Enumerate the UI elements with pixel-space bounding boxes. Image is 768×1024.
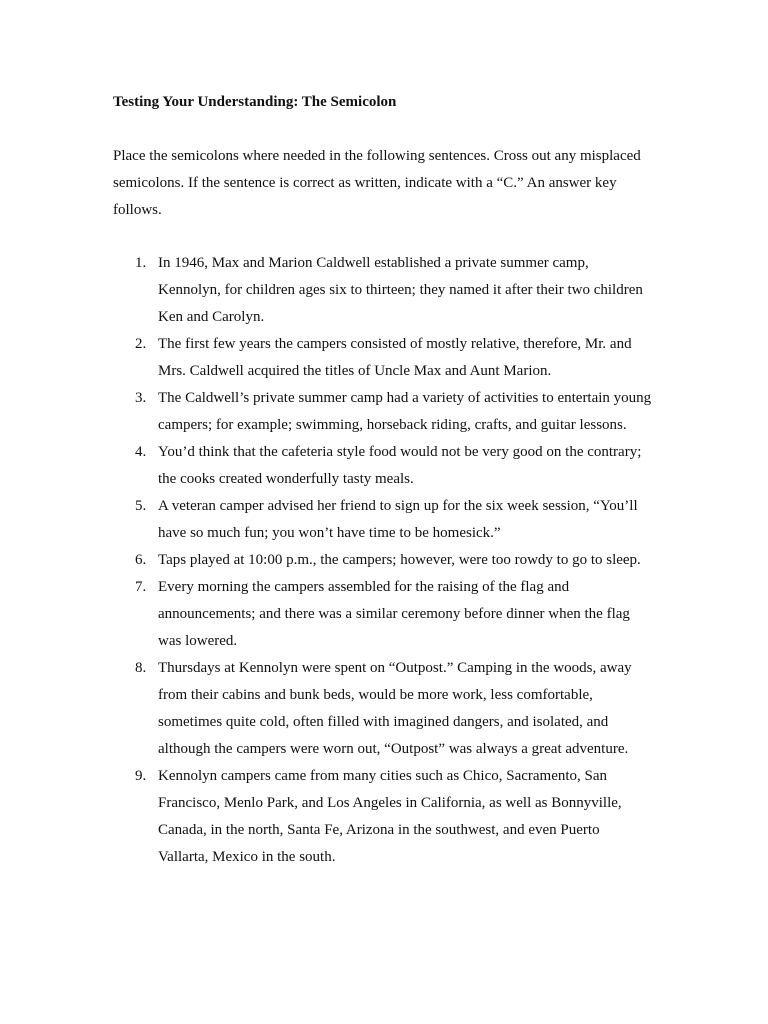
question-item-3 [0, 385, 768, 439]
question-line: was lowered. [158, 633, 238, 649]
question-line: Taps played at 10:00 p.m., the campers; however, were too rowdy to go to sleep. [158, 552, 641, 568]
question-list [0, 250, 768, 871]
question-text [158, 547, 658, 574]
question-item-8 [0, 655, 768, 763]
question-line: although the campers were worn out, “Outpost” was always a great adventure. [158, 741, 629, 757]
question-number: 5. [135, 498, 147, 514]
instructions-paragraph [113, 143, 658, 224]
question-line: the cooks created wonderfully tasty meals. [158, 471, 414, 487]
question-line: The Caldwell’s private summer camp had a variety of activities to entertain young [158, 390, 652, 406]
question-text [158, 385, 658, 439]
question-line: announcements; and there was a similar ceremony before dinner when the flag [158, 606, 630, 622]
instructions-line: Place the semicolons where needed in the following sentences. Cross out any misplaced [113, 148, 641, 164]
question-line: A veteran camper advised her friend to sign up for the six week session, “You’ll [158, 498, 638, 514]
question-line: campers; for example; swimming, horseback riding, crafts, and guitar lessons. [158, 417, 627, 433]
question-line: Vallarta, Mexico in the south. [158, 849, 336, 865]
page-title: Testing Your Understanding: The Semicolon [113, 94, 397, 110]
question-item-4 [0, 439, 768, 493]
question-item-9 [0, 763, 768, 871]
question-number: 8. [135, 660, 147, 676]
question-number: 4. [135, 444, 147, 460]
question-text [158, 493, 658, 547]
question-line: Kennolyn campers came from many cities such as Chico, Sacramento, San [158, 768, 608, 784]
question-item-5 [0, 493, 768, 547]
question-line: from their cabins and bunk beds, would be more work, less comfortable, [158, 687, 593, 703]
question-number: 7. [135, 579, 147, 595]
question-line: You’d think that the cafeteria style food would not be very good on the contrary; [158, 444, 642, 460]
question-line: The first few years the campers consisted of mostly relative, therefore, Mr. and [158, 336, 632, 352]
question-item-7 [0, 574, 768, 655]
question-item-6 [0, 547, 768, 574]
question-number: 3. [135, 390, 147, 406]
question-line: Francisco, Menlo Park, and Los Angeles in California, as well as Bonnyville, [158, 795, 622, 811]
question-text [158, 439, 658, 493]
question-line: In 1946, Max and Marion Caldwell established a private summer camp, [158, 255, 589, 271]
question-line: Mrs. Caldwell acquired the titles of Uncle Max and Aunt Marion. [158, 363, 552, 379]
question-number: 6. [135, 552, 147, 568]
question-line: Canada, in the north, Santa Fe, Arizona in the southwest, and even Puerto [158, 822, 600, 838]
question-line: Ken and Carolyn. [158, 309, 265, 325]
question-text [158, 763, 658, 871]
question-text [158, 331, 658, 385]
question-text [158, 250, 658, 331]
question-item-1 [0, 250, 768, 331]
question-text [158, 655, 658, 763]
question-number: 2. [135, 336, 147, 352]
question-line: Thursdays at Kennolyn were spent on “Outpost.” Camping in the woods, away [158, 660, 632, 676]
question-text [158, 574, 658, 655]
question-line: Every morning the campers assembled for the raising of the flag and [158, 579, 570, 595]
question-number: 9. [135, 768, 147, 784]
question-line: have so much fun; you won’t have time to be homesick.” [158, 525, 501, 541]
instructions-line: semicolons. If the sentence is correct as written, indicate with a “C.” An answer key [113, 175, 617, 191]
instructions-line: follows. [113, 202, 162, 218]
question-item-2 [0, 331, 768, 385]
question-line: sometimes quite cold, often filled with imagined dangers, and isolated, and [158, 714, 609, 730]
question-line: Kennolyn, for children ages six to thirteen; they named it after their two children [158, 282, 643, 298]
question-number: 1. [135, 255, 147, 271]
